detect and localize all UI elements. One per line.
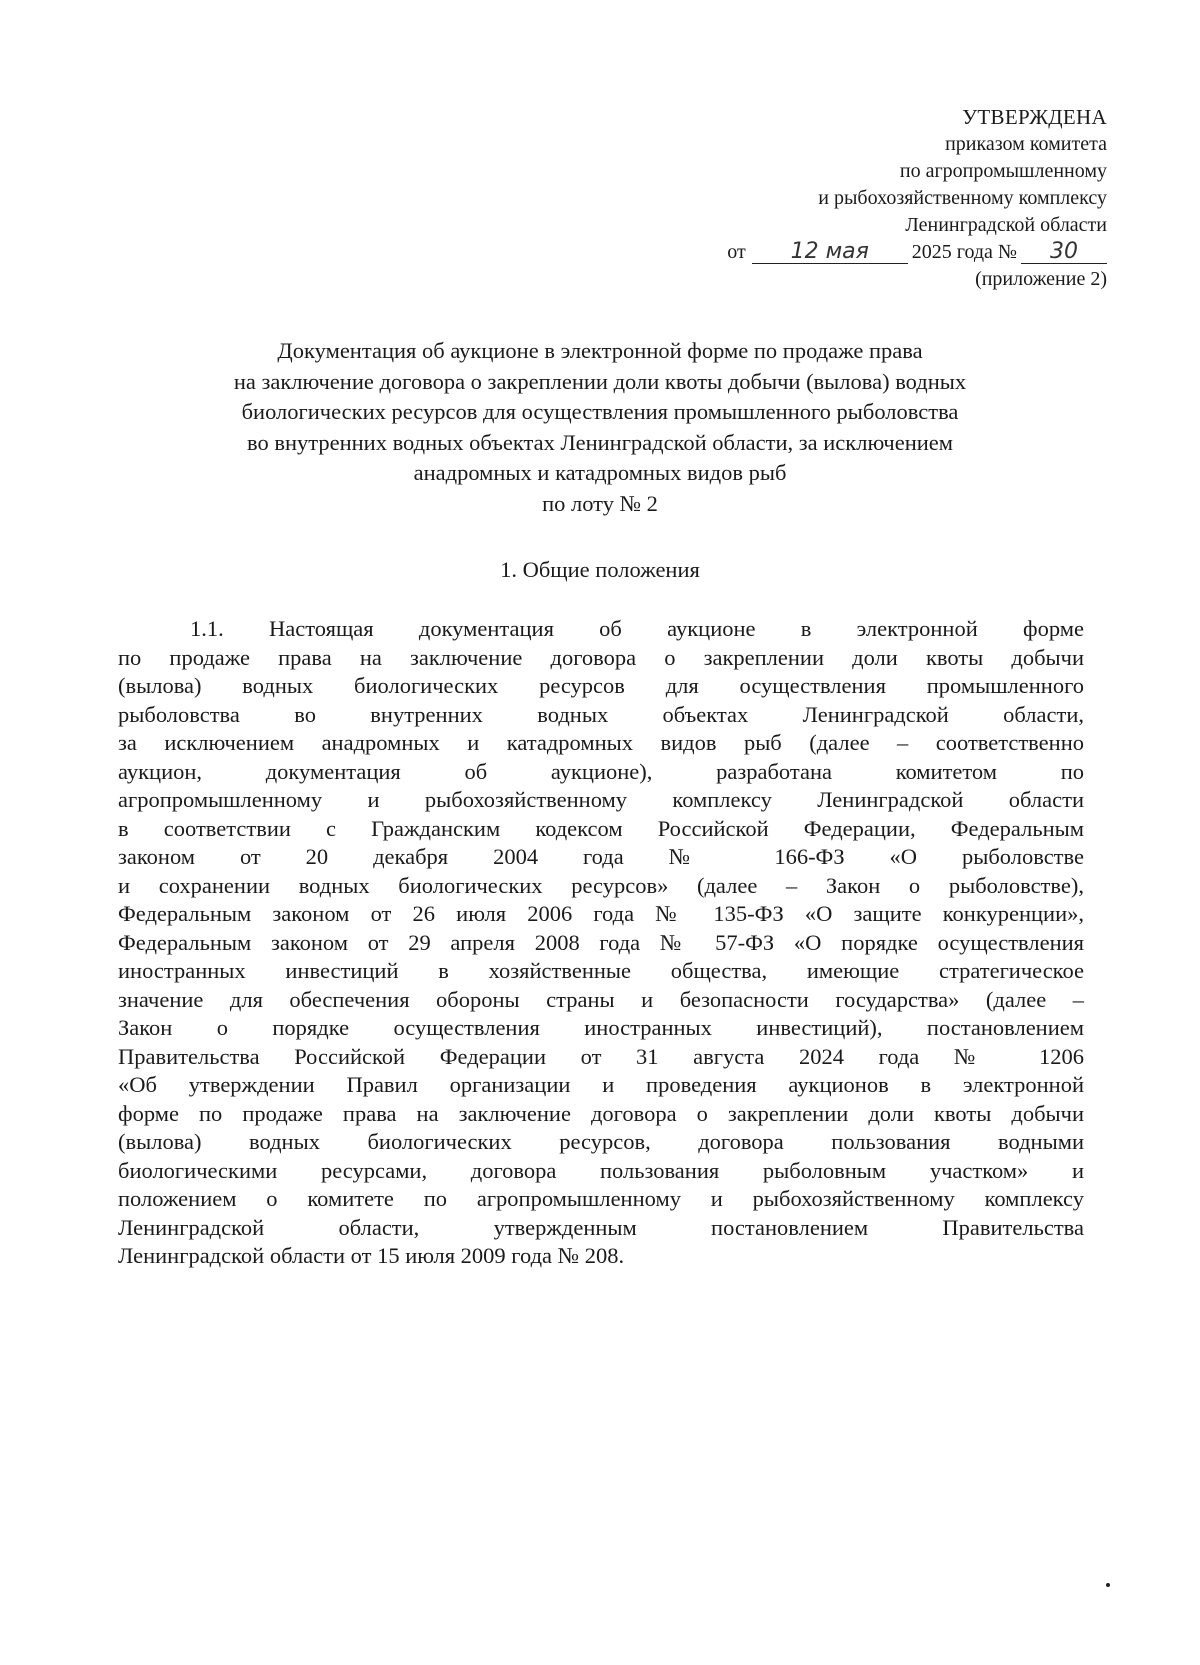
paragraph-line: (вылова) водных биологических ресурсов для осуществления промышленного [118, 673, 1084, 698]
paragraph-line: форме по продаже права на заключение договора о закреплении доли квоты добычи [118, 1100, 1084, 1126]
paragraph-line: (вылова) водных биологических ресурсов, договора пользования водными [118, 1129, 1084, 1154]
title-line: на заключение договора о закреплении доли квоты добычи (вылова) водных [233, 368, 967, 394]
paragraph-1-1 [118, 615, 1084, 1271]
paragraph-line: значение для обеспечения обороны страны и безопасности государства» (далее – [118, 986, 1084, 1012]
paragraph-line: агропромышленному и рыбохозяйственному комплексу Ленинградской области [118, 787, 1084, 812]
paragraph-line: в соответствии с Гражданским кодексом Российской Федерации, Федеральным [118, 815, 1084, 841]
approval-block [727, 104, 1107, 293]
paragraph-line: за исключением анадромных и катадромных видов рыб (далее – соответственно [118, 730, 1084, 755]
approval-date-line [727, 239, 1107, 266]
paragraph-line: Ленинградской области, утвержденным постановлением Правительства [118, 1214, 1084, 1240]
approval-line: и рыбохозяйственному комплексу [818, 187, 1107, 209]
paragraph-line: и сохранении водных биологических ресурсов» (далее – Закон о рыболовстве), [118, 872, 1084, 898]
paragraph-line: по продаже права на заключение договора о закреплении доли квоты добычи [118, 644, 1084, 670]
paragraph-line: Правительства Российской Федерации от 31 августа 2024 года № 1206 [118, 1043, 1084, 1069]
paragraph-line: иностранных инвестиций в хозяйственные общества, имеющие стратегическое [118, 958, 1084, 983]
paragraph-line: биологическими ресурсами, договора пользования рыболовным участком» и [118, 1157, 1084, 1183]
paragraph-line: 1.1. Настоящая документация об аукционе в электронной форме [190, 616, 1084, 641]
title-lot-line: по лоту № 2 [542, 490, 658, 516]
scan-speck [1106, 1583, 1110, 1587]
paragraph-line: положением о комитете по агропромышленному и рыбохозяйственному комплексу [118, 1186, 1084, 1211]
document-title [120, 336, 1080, 519]
title-line: во внутренних водных объектах Ленинградской области, за исключением [246, 429, 954, 455]
paragraph-line: Федеральным законом от 26 июля 2006 года № 135-ФЗ «О защите конкуренции», [118, 901, 1084, 926]
paragraph-line: аукцион, документация об аукционе), разработана комитетом по [118, 758, 1084, 784]
handwritten-order-number: 30 [1021, 241, 1107, 264]
section-heading: 1. Общие положения [500, 557, 700, 582]
appendix-label: (приложение 2) [975, 268, 1107, 290]
date-prefix: от [727, 241, 746, 263]
approval-line: Ленинградской области [905, 214, 1107, 236]
date-suffix: 2025 года № [911, 241, 1017, 263]
approval-line: приказом комитета [945, 133, 1107, 155]
handwritten-date: 12 мая [752, 241, 908, 264]
paragraph-line: Федеральным законом от 29 апреля 2008 года № 57-ФЗ «О порядке осуществления [118, 929, 1084, 955]
title-line: Документация об аукционе в электронной форме по продаже права [277, 338, 923, 363]
approval-stamp: УТВЕРЖДЕНА [962, 105, 1107, 129]
paragraph-line: Закон о порядке осуществления иностранных инвестиций), постановлением [118, 1015, 1084, 1040]
approval-line: по агропромышленному [899, 160, 1107, 182]
paragraph-line: «Об утверждении Правил организации и проведения аукционов в электронной [118, 1072, 1084, 1097]
paragraph-line: рыболовства во внутренних водных объектах Ленинградской области, [118, 701, 1084, 727]
title-line: биологических ресурсов для осуществления промышленного рыболовства [241, 399, 959, 424]
title-line: анадромных и катадромных видов рыб [413, 460, 787, 485]
paragraph-line: законом от 20 декабря 2004 года № 166-ФЗ «О рыболовстве [118, 844, 1084, 869]
paragraph-line: Ленинградской области от 15 июля 2009 года № 208. [118, 1243, 625, 1268]
